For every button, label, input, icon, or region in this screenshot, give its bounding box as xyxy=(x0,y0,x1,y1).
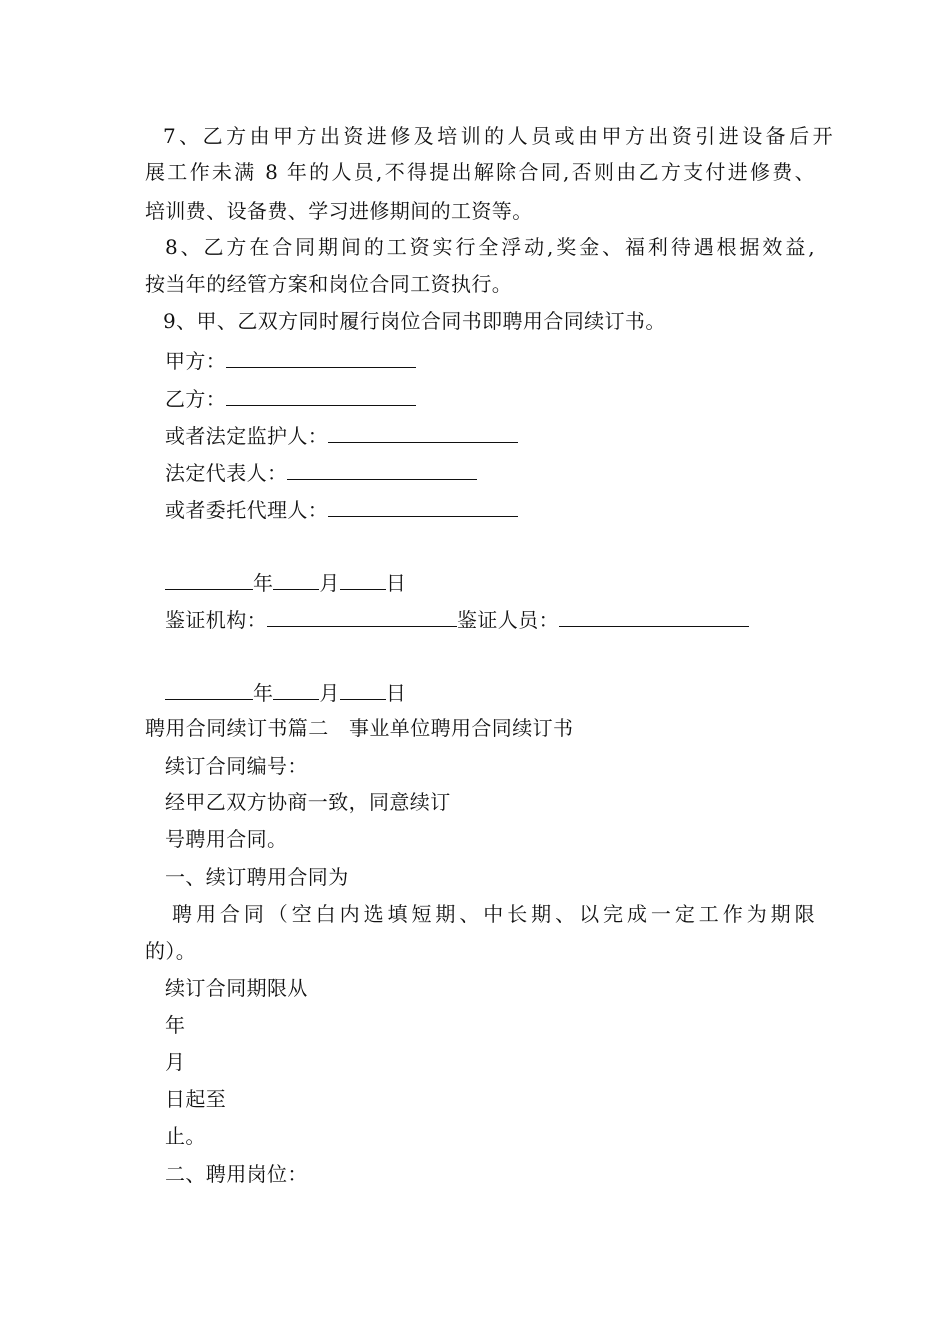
verify-org-label: 鉴证机构： xyxy=(165,608,267,632)
month-blank-1 xyxy=(273,567,319,590)
year-blank-1 xyxy=(165,567,253,590)
renewal-item-2: 二、聘用岗位： xyxy=(165,1162,308,1186)
legal-rep-blank xyxy=(287,457,477,480)
agent-signature-line xyxy=(165,494,835,522)
day-blank-2 xyxy=(340,677,386,700)
verify-person-blank xyxy=(559,604,749,627)
clause-7-line-1: 7、乙方由甲方出资进修及培训的人员或由甲方出资引进设备后开 xyxy=(163,124,833,148)
renewal-term-day-to: 日起至 xyxy=(165,1087,227,1111)
year-label-2: 年 xyxy=(253,681,274,705)
party-b-label: 乙方： xyxy=(165,387,227,411)
agent-label: 或者委托代理人： xyxy=(165,498,329,522)
renewal-term-year: 年 xyxy=(165,1013,186,1037)
date-line-2 xyxy=(165,677,835,705)
renewal-term-end: 止。 xyxy=(165,1124,206,1148)
legal-rep-signature-line xyxy=(165,457,835,485)
section-2-heading: 聘用合同续订书篇二 事业单位聘用合同续订书 xyxy=(145,716,574,740)
renewal-item-1-detail-line-2: 的）。 xyxy=(145,939,197,963)
verify-org-blank xyxy=(267,604,457,627)
year-blank-2 xyxy=(165,677,253,700)
verify-person-label: 鉴证人员： xyxy=(457,608,559,632)
renewal-contract-number: 续订合同编号： xyxy=(165,754,308,778)
clause-8-line-1: 8、乙方在合同期间的工资实行全浮动,奖金、福利待遇根据效益, xyxy=(165,235,815,259)
month-label-1: 月 xyxy=(319,571,340,595)
renewal-term-month: 月 xyxy=(165,1050,186,1074)
day-blank-1 xyxy=(340,567,386,590)
guardian-signature-line xyxy=(165,420,835,448)
month-label-2: 月 xyxy=(319,681,340,705)
renewal-item-1-detail-line-1: 聘用合同（空白内选填短期、中长期、以完成一定工作为期限 xyxy=(172,902,815,926)
month-blank-2 xyxy=(273,677,319,700)
clause-8-line-2: 按当年的经管方案和岗位合同工资执行。 xyxy=(145,272,513,296)
guardian-label: 或者法定监护人： xyxy=(165,424,329,448)
date-line-1 xyxy=(165,567,835,595)
renewal-agreement-line: 经甲乙双方协商一致，同意续订 xyxy=(165,790,451,814)
clause-7-line-2: 展工作未满 8 年的人员,不得提出解除合同,否则由乙方支付进修费、 xyxy=(145,160,815,184)
party-b-blank xyxy=(226,383,416,406)
renewal-contract-line: 号聘用合同。 xyxy=(165,827,288,851)
clause-9: 9、甲、乙双方同时履行岗位合同书即聘用合同续订书。 xyxy=(163,309,666,333)
party-a-blank xyxy=(226,345,416,368)
renewal-term-from: 续订合同期限从 xyxy=(165,976,308,1000)
day-label-1: 日 xyxy=(385,571,407,595)
legal-rep-label: 法定代表人： xyxy=(165,461,288,485)
clause-7-line-3: 培训费、设备费、学习进修期间的工资等。 xyxy=(145,199,533,223)
renewal-item-1: 一、续订聘用合同为 xyxy=(165,865,349,889)
party-a-label: 甲方： xyxy=(165,349,227,373)
year-label-1: 年 xyxy=(253,571,274,595)
party-b-signature-line xyxy=(165,383,835,411)
party-a-signature-line xyxy=(165,345,835,373)
guardian-blank xyxy=(328,420,518,443)
agent-blank xyxy=(328,494,518,517)
day-label-2: 日 xyxy=(385,681,407,705)
verification-line xyxy=(165,604,835,632)
